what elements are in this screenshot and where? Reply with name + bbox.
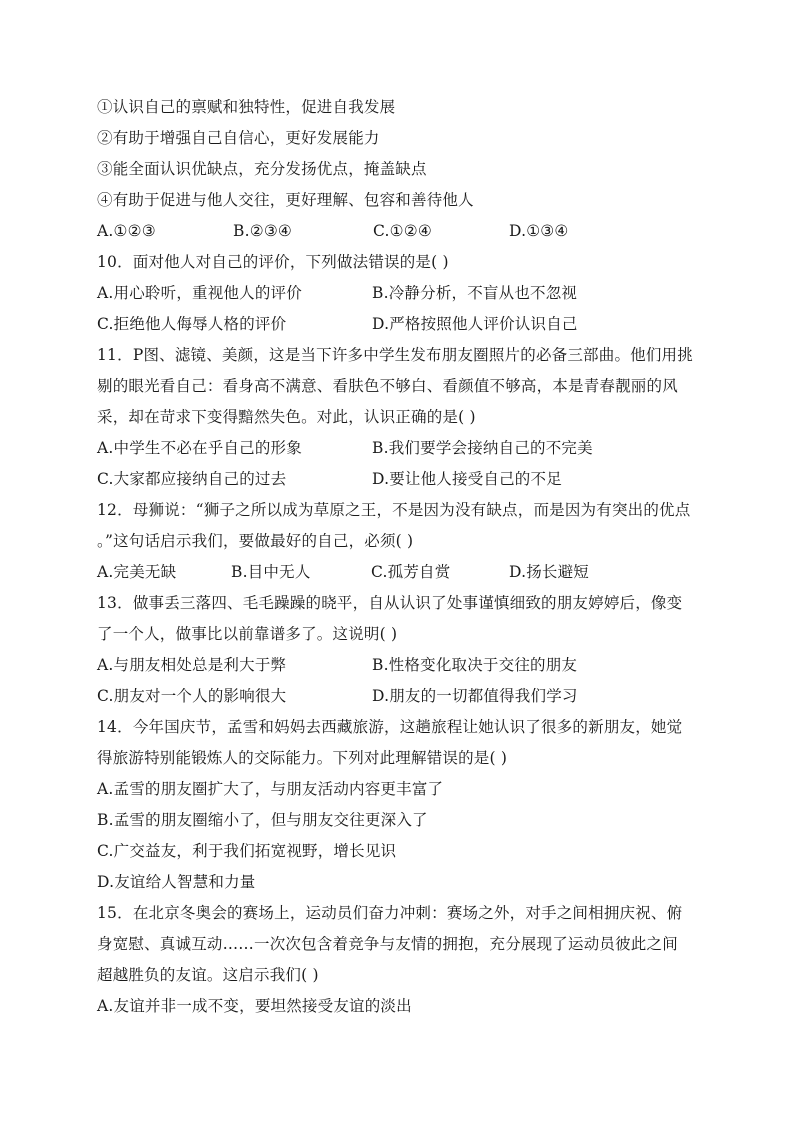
q11-stem (97, 340, 707, 433)
q10-options-row1 (97, 278, 707, 309)
q12-stem (97, 495, 707, 557)
q10-stem: 10．面对他人对自己的评价，下列做法错误的是( ) (97, 253, 449, 271)
q14-stem-line-2: 得旅游特别能锻炼人的交际能力。下列对此理解错误的是( ) (97, 749, 508, 767)
statement-2: ②有助于增强自己自信心，更好发展能力 (97, 129, 380, 147)
q13-options-row2 (97, 681, 707, 712)
q10-options-row2 (97, 309, 707, 340)
q15-stem-line-3: 超越胜负的友谊。这启示我们( ) (97, 966, 319, 984)
q11-options-row2 (97, 464, 707, 495)
q13-options-row1 (97, 650, 707, 681)
q12-option-b[interactable]: B.目中无人 (231, 563, 311, 581)
q14-stem (97, 712, 707, 774)
q14-option-a[interactable]: A.孟雪的朋友圈扩大了，与朋友活动内容更丰富了 (97, 780, 444, 798)
q11-stem-line-1: 11．P图、滤镜、美颜，这是当下许多中学生发布朋友圈照片的必备三部曲。他们用挑 (97, 346, 693, 364)
q13-option-d[interactable]: D.朋友的一切都值得我们学习 (372, 687, 578, 705)
q10-option-b[interactable]: B.冷静分析，不盲从也不忽视 (372, 284, 578, 302)
q15-option-a[interactable]: A.友谊并非一成不变，要坦然接受友谊的淡出 (97, 997, 412, 1015)
q15-stem (97, 898, 707, 991)
q13-option-c[interactable]: C.朋友对一个人的影响很大 (97, 687, 287, 705)
q12-stem-line-1: 12．母狮说：“狮子之所以成为草原之王，不是因为没有缺点，而是因为有突出的优点 (97, 501, 691, 519)
statement-4: ④有助于促进与他人交往，更好理解、包容和善待他人 (97, 191, 474, 209)
statement-3: ③能全面认识优缺点，充分发扬优点，掩盖缺点 (97, 160, 427, 178)
q13-stem (97, 588, 707, 650)
q9-statements (97, 92, 707, 216)
q15-stem-line-2: 身宽慰、真诚互动……一次次包含着竞争与友情的拥抱，充分展现了运动员彼此之间 (97, 935, 678, 953)
q10-option-c[interactable]: C.拒绝他人侮辱人格的评价 (97, 315, 287, 333)
q12-option-c[interactable]: C.孤芳自赏 (371, 563, 451, 581)
q11-stem-line-2: 剔的眼光看自己：看身高不满意、看肤色不够白、看颜值不够高，本是青春靓丽的风 (97, 377, 678, 395)
q13-stem-line-2: 了一个人，做事比以前靠谱多了。这说明( ) (97, 625, 398, 643)
q9-option-a[interactable]: A.①②③ (97, 222, 156, 240)
q9-option-b[interactable]: B.②③④ (233, 222, 293, 240)
q12-options (97, 557, 707, 588)
q14-option-d[interactable]: D.友谊给人智慧和力量 (97, 873, 256, 891)
q13-option-b[interactable]: B.性格变化取决于交往的朋友 (372, 656, 578, 674)
q9-option-c[interactable]: C.①②④ (373, 222, 432, 240)
q11-option-a[interactable]: A.中学生不必在乎自己的形象 (97, 439, 302, 457)
q11-option-c[interactable]: C.大家都应接纳自己的过去 (97, 470, 287, 488)
q14-stem-line-1: 14．今年国庆节，孟雪和妈妈去西藏旅游，这趟旅程让她认识了很多的新朋友，她觉 (97, 718, 683, 736)
q12-option-a[interactable]: A.完美无缺 (97, 563, 177, 581)
exam-page (97, 92, 707, 1022)
q15-stem-line-1: 15．在北京冬奥会的赛场上，运动员们奋力冲刺：赛场之外，对手之间相拥庆祝、俯 (97, 904, 683, 922)
q11-stem-line-3: 采，却在苛求下变得黯然失色。对此，认识正确的是( ) (97, 408, 476, 426)
q13-stem-line-1: 13．做事丢三落四、毛毛躁躁的晓平，自从认识了处事谨慎细致的朋友婷婷后，像变 (97, 594, 683, 612)
q12-option-d[interactable]: D.扬长避短 (509, 563, 590, 581)
q13-option-a[interactable]: A.与朋友相处总是利大于弊 (97, 656, 287, 674)
q11-options-row1 (97, 433, 707, 464)
q10-option-a[interactable]: A.用心聆听，重视他人的评价 (97, 284, 302, 302)
q9-option-d[interactable]: D.①③④ (509, 222, 569, 240)
q14-option-b[interactable]: B.孟雪的朋友圈缩小了，但与朋友交往更深入了 (97, 811, 428, 829)
q11-option-d[interactable]: D.要让他人接受自己的不足 (372, 470, 562, 488)
statement-1: ①认识自己的禀赋和独特性，促进自我发展 (97, 98, 396, 116)
q12-stem-line-2: 。”这句话启示我们，要做最好的自己，必须( ) (97, 532, 414, 550)
q11-option-b[interactable]: B.我们要学会接纳自己的不完美 (372, 439, 593, 457)
q9-options (97, 216, 707, 247)
q14-option-c[interactable]: C.广交益友，利于我们拓宽视野，增长见识 (97, 842, 397, 860)
q10-option-d[interactable]: D.严格按照他人评价认识自己 (372, 315, 578, 333)
